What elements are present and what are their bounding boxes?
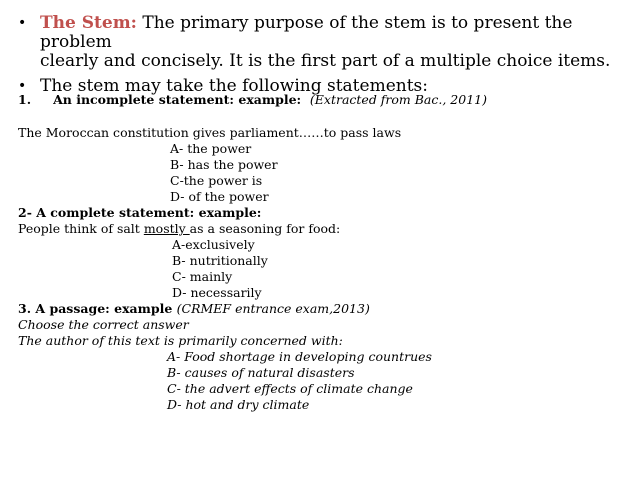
section2-question-pre: People think of salt bbox=[18, 221, 144, 236]
section1-option-a: A- the power bbox=[170, 141, 252, 156]
bullet-list bbox=[18, 14, 628, 102]
bullet-stem-definition bbox=[18, 14, 628, 71]
bullet-text bbox=[40, 14, 628, 71]
section2-option-c: C- mainly bbox=[172, 269, 233, 284]
section1-question: The Moroccan constitution gives parliament……to pass laws bbox=[18, 125, 402, 140]
section3-question: The author of this text is primarily concerned with: bbox=[18, 333, 343, 348]
section2-option-b: B- nutritionally bbox=[172, 253, 268, 268]
section3-option-d: D- hot and dry climate bbox=[167, 397, 310, 412]
stem-definition-line1: The primary purpose of the stem is to present the problem bbox=[40, 13, 573, 52]
bullet-dot-icon: • bbox=[18, 78, 27, 94]
bullet-dot-icon: • bbox=[18, 15, 27, 31]
section2-question-post: as a seasoning for food: bbox=[189, 221, 341, 236]
section1-heading: An incomplete statement: example: bbox=[53, 92, 302, 107]
section3-heading-row bbox=[18, 301, 370, 317]
section1-heading-row bbox=[18, 92, 487, 108]
section3-instruction: Choose the correct answer bbox=[18, 317, 189, 332]
section1-number: 1. bbox=[18, 92, 32, 107]
section3-heading: 3. A passage: example bbox=[18, 301, 177, 316]
section2-question bbox=[18, 221, 340, 237]
section2-heading: 2- A complete statement: example: bbox=[18, 205, 262, 220]
section2-option-a: A-exclusively bbox=[172, 237, 255, 252]
section1-option-c: C-the power is bbox=[170, 173, 263, 188]
section1-option-d: D- of the power bbox=[170, 189, 269, 204]
bullet-text: The stem may take the following statements: bbox=[40, 76, 428, 96]
section3-option-a: A- Food shortage in developing countrues bbox=[167, 349, 432, 364]
stem-keyword: The Stem: bbox=[40, 13, 137, 33]
section1-source: (Extracted from Bac., 2011) bbox=[309, 92, 487, 107]
stem-definition-line2: clearly and concisely. It is the first part of a multiple choice items. bbox=[40, 51, 611, 71]
section3-source: (CRMEF entrance exam,2013) bbox=[176, 301, 370, 316]
section3-option-b: B- causes of natural disasters bbox=[167, 365, 355, 380]
section2-option-d: D- necessarily bbox=[172, 285, 262, 300]
section3-option-c: C- the advert effects of climate change bbox=[167, 381, 413, 396]
section2-question-underlined: mostly bbox=[143, 221, 190, 236]
section1-option-b: B- has the power bbox=[170, 157, 278, 172]
